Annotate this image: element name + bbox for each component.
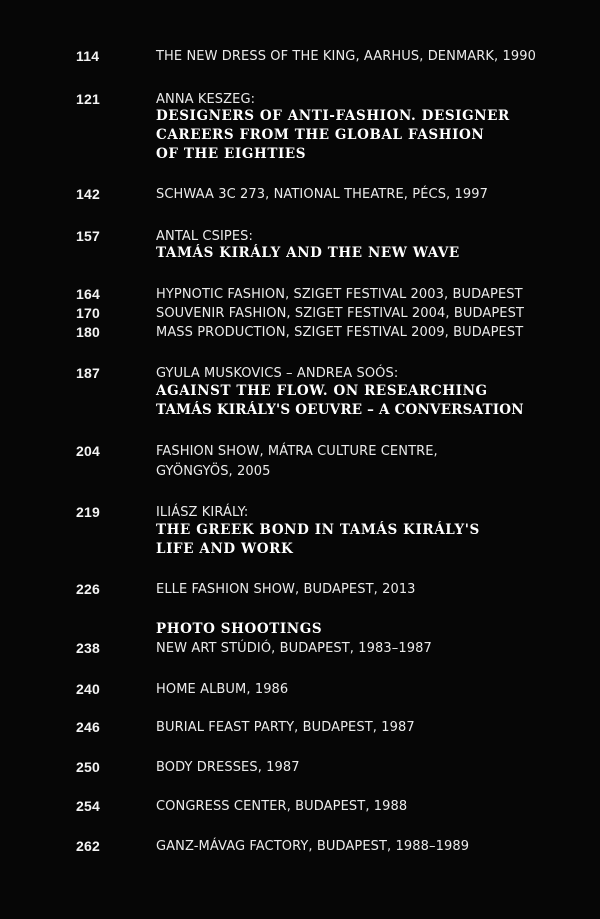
page-number: 170 (76, 305, 100, 321)
page-number: 121 (76, 91, 100, 107)
page-number: 180 (76, 324, 100, 340)
toc-entry-title: CAREERS FROM THE GLOBAL FASHION (156, 127, 485, 143)
toc-entry-author: ANNA KESZEG: (156, 92, 256, 107)
toc-entry-text: NEW ART STÚDIÓ, BUDAPEST, 1983–1987 (156, 641, 432, 656)
toc-entry-title: TAMÁS KIRÁLY'S OEUVRE – A CONVERSATION (156, 402, 524, 418)
toc-entry-author: GYULA MUSKOVICS – ANDREA SOÓS: (156, 366, 399, 381)
page-number: 246 (76, 719, 100, 735)
toc-entry-title: TAMÁS KIRÁLY AND THE NEW WAVE (156, 245, 460, 261)
toc-entry-title: DESIGNERS OF ANTI-FASHION. DESIGNER (156, 108, 510, 124)
page-number: 262 (76, 838, 100, 854)
page-number: 238 (76, 640, 100, 656)
page-number: 114 (76, 48, 100, 64)
page-number: 254 (76, 798, 100, 814)
toc-entry-title: OF THE EIGHTIES (156, 146, 307, 162)
page-number: 142 (76, 186, 100, 202)
toc-entry-text: BURIAL FEAST PARTY, BUDAPEST, 1987 (156, 720, 415, 735)
page-number: 219 (76, 504, 100, 520)
toc-entry-author: ANTAL CSIPES: (156, 229, 253, 244)
toc-entry-author: ILIÁSZ KIRÁLY: (156, 505, 249, 520)
toc-entry-title: AGAINST THE FLOW. ON RESEARCHING (156, 383, 488, 399)
page-number: 187 (76, 365, 100, 381)
page-number: 240 (76, 681, 100, 697)
toc-entry-text: BODY DRESSES, 1987 (156, 760, 300, 775)
toc-entry-text: GYÖNGYÖS, 2005 (156, 464, 271, 479)
toc-entry-text: SCHWAA 3C 273, NATIONAL THEATRE, PÉCS, 1997 (156, 187, 488, 202)
toc-entry-text: MASS PRODUCTION, SZIGET FESTIVAL 2009, BUDAPEST (156, 325, 524, 340)
toc-entry-text: HYPNOTIC FASHION, SZIGET FESTIVAL 2003, BUDAPEST (156, 287, 523, 302)
toc-entry-title: LIFE AND WORK (156, 541, 294, 557)
section-heading: PHOTO SHOOTINGS (156, 621, 323, 637)
toc-entry-text: HOME ALBUM, 1986 (156, 682, 289, 697)
toc-entry-text: GANZ-MÁVAG FACTORY, BUDAPEST, 1988–1989 (156, 839, 470, 854)
page-number: 226 (76, 581, 100, 597)
toc-entry-text: ELLE FASHION SHOW, BUDAPEST, 2013 (156, 582, 416, 597)
page-number: 164 (76, 286, 100, 302)
toc-entry-text: SOUVENIR FASHION, SZIGET FESTIVAL 2004, BUDAPEST (156, 306, 524, 321)
page-number: 204 (76, 443, 100, 459)
toc-entry-text: FASHION SHOW, MÁTRA CULTURE CENTRE, (156, 444, 438, 459)
toc-entry-text: THE NEW DRESS OF THE KING, AARHUS, DENMARK, 1990 (156, 49, 536, 64)
toc-entry-text: CONGRESS CENTER, BUDAPEST, 1988 (156, 799, 408, 814)
page-number: 157 (76, 228, 100, 244)
toc-entry-title: THE GREEK BOND IN TAMÁS KIRÁLY'S (156, 522, 480, 538)
page-number: 250 (76, 759, 100, 775)
